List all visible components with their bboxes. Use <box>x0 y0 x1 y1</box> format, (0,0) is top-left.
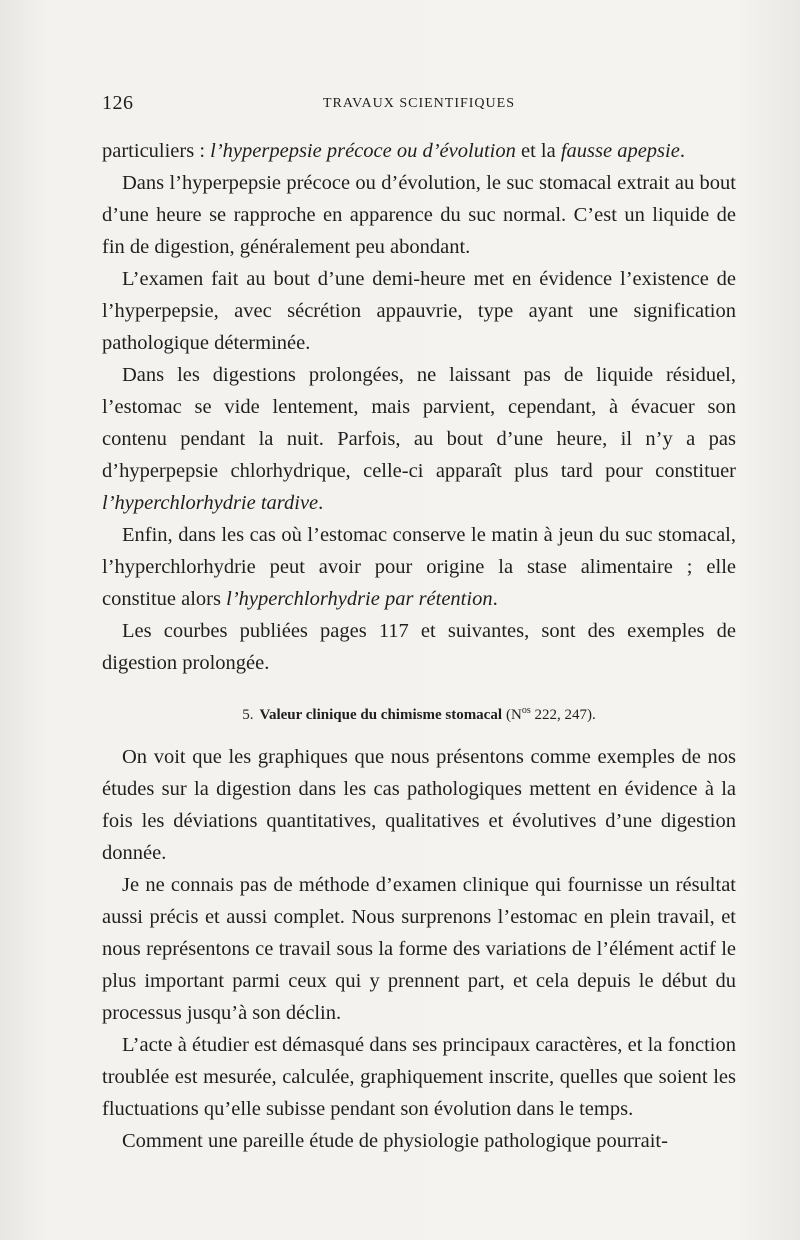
paragraph: L’acte à étudier est démasqué dans ses principaux caractères, et la fonction troublée est mesurée, calculée, graphiquement inscrite, quelles que soient les fluctuations qu’elle subisse pendant son évolution dans le temps. <box>102 1034 736 1120</box>
page-number: 126 <box>102 92 134 114</box>
refs-prefix: (N <box>506 707 522 723</box>
section-references <box>506 707 596 723</box>
paragraph: Je ne connais pas de méthode d’examen clinique qui fournisse un résultat aussi précis et aussi complet. Nous surprenons l’estomac en plein travail, et nous représentons ce travail sous la forme des variations de l’élément actif le plus important parmi ceux qui y prennent part, et cela depuis le début du processus jusqu’à son déclin. <box>102 874 736 1024</box>
paragraph: On voit que les graphiques que nous présentons comme exemples de nos études sur la digestion dans les cas pathologiques mettent en évidence à la fois les déviations quantitatives, qualitatives et évolutives d’une digestion donnée. <box>102 746 736 864</box>
paragraph-text: . <box>679 140 685 162</box>
italic-term-fausse-apepsie: fausse apepsie <box>560 140 680 162</box>
paragraph <box>102 359 736 519</box>
paragraph-text: et la <box>515 140 561 162</box>
running-title: TRAVAUX SCIENTIFIQUES <box>322 96 515 111</box>
italic-term-hyperchlorhydrie-tardive: l’hyperchlorhydrie tardive <box>102 492 319 514</box>
page-body <box>102 135 736 1157</box>
page-header <box>102 92 736 122</box>
paragraph-continuation <box>102 135 736 167</box>
refs-superscript: os <box>521 705 531 716</box>
italic-term-hyperchlorhydrie-par-retention: l’hyperchlorhydrie par rétention <box>226 588 493 610</box>
italic-term-hyperpepsie-precoce: l’hyperpepsie précoce ou d’évolution <box>210 140 516 162</box>
paragraph-last-line: Comment une pareille étude de physiologie pathologique pourrait- <box>122 1130 668 1152</box>
paragraph: Les courbes publiées pages 117 et suivantes, sont des exemples de digestion prolongée. <box>102 620 736 674</box>
paragraph <box>102 519 736 615</box>
paragraph-text: Dans les digestions prolongées, ne laissant pas de liquide résiduel, l’estomac se vide lentement, mais parvient, cependant, à évacuer son contenu pendant la nuit. Parfois, au bout d’une heure, il n’y a pas d’hyperpepsie chlorhydrique, celle-ci apparaît plus tard pour constituer <box>102 364 736 482</box>
paragraph-text: Enfin, dans les cas où l’estomac conserve le matin à jeun du suc stomacal, l’hyperchlorhydrie peut avoir pour origine la stase alimentaire ; elle constitue alors <box>102 524 736 610</box>
section-number: 5. <box>242 707 254 723</box>
paragraph-text: . <box>318 492 324 514</box>
section-title: Valeur clinique du chimisme stomacal <box>259 707 503 723</box>
paragraph-text: . <box>492 588 498 610</box>
paragraph: Dans l’hyperpepsie précoce ou d’évolution, le suc stomacal extrait au bout d’une heure se rapproche en apparence du suc normal. C’est un liquide de fin de digestion, généralement peu abondant. <box>102 172 736 258</box>
paragraph: L’examen fait au bout d’une demi-heure met en évidence l’existence de l’hyperpepsie, avec sécrétion appauvrie, type ayant une signification pathologique déterminée. <box>102 268 736 354</box>
refs-suffix: 222, 247). <box>530 707 596 723</box>
paragraph-text: particuliers : <box>102 140 211 162</box>
section-heading <box>102 699 736 727</box>
